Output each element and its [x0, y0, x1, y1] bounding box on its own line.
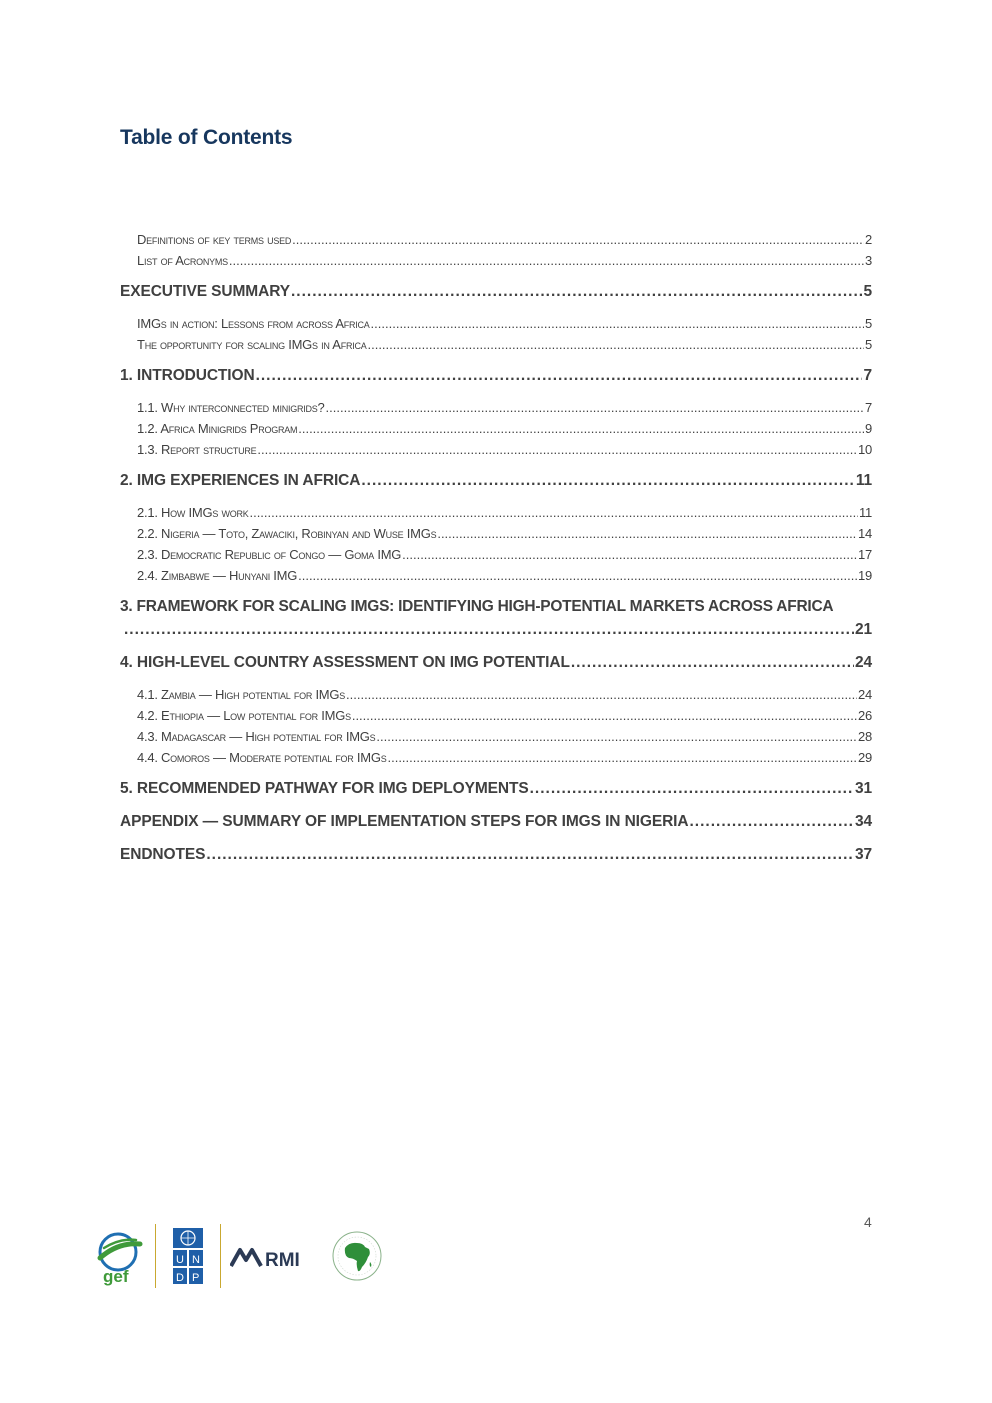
afdb-seal-logo	[331, 1230, 383, 1282]
dot-leader	[257, 439, 857, 460]
page-number: 4	[864, 1214, 872, 1230]
undp-emblem-icon	[173, 1228, 203, 1286]
toc-entry-page: 11	[859, 505, 872, 520]
toc-entry-1-2[interactable]	[120, 418, 872, 439]
dot-leader	[292, 229, 864, 250]
toc-entry-1-1[interactable]	[120, 397, 872, 418]
dot-leader	[530, 778, 854, 800]
toc-entry-imgs-in-action[interactable]	[120, 313, 872, 334]
toc-entry-appendix[interactable]	[120, 811, 872, 833]
dot-leader	[291, 281, 863, 303]
toc-entry-opportunity[interactable]	[120, 334, 872, 355]
toc-entry-label: IMGs in action: Lessons from across Africa	[137, 316, 370, 331]
toc-entry-label: 4.4. Comoros — Moderate potential for IMGs	[137, 750, 387, 765]
toc-entry-label: 3. FRAMEWORK FOR SCALING IMGS: IDENTIFYING HIGH-POTENTIAL MARKETS ACROSS AFRICA	[120, 598, 834, 615]
toc-entry-page: 31	[854, 780, 872, 797]
toc-entry-framework[interactable]	[120, 596, 872, 641]
dot-leader	[689, 811, 853, 833]
dot-leader	[298, 565, 857, 586]
toc-entry-page: 24	[858, 687, 872, 702]
toc-entry-1-3[interactable]	[120, 439, 872, 460]
dot-leader	[298, 418, 864, 439]
gef-globe-icon	[96, 1228, 144, 1286]
undp-letter: N	[192, 1254, 200, 1266]
toc-entry-2-3[interactable]	[120, 544, 872, 565]
toc-entry-2-1[interactable]	[120, 502, 872, 523]
toc-entry-label: 4.2. Ethiopia — Low potential for IMGs	[137, 708, 351, 723]
toc-entry-label: Definitions of key terms used	[137, 232, 292, 247]
toc-entry-page: 5	[865, 316, 872, 331]
rmi-mark-icon	[230, 1244, 316, 1272]
dot-leader	[571, 652, 854, 674]
toc-entry-4-4[interactable]	[120, 747, 872, 768]
toc-entry-label: 2.3. Democratic Republic of Congo — Goma IMG	[137, 547, 402, 562]
toc-entry-label: List of Acronyms	[137, 253, 228, 268]
africa-map-icon	[331, 1230, 383, 1282]
dot-leader	[361, 470, 854, 492]
dot-leader	[352, 705, 857, 726]
toc-entry-page: 24	[854, 654, 872, 671]
undp-letter: D	[176, 1272, 184, 1284]
toc-entry-page: 7	[863, 367, 872, 384]
toc-entry-page: 3	[865, 253, 872, 268]
toc-entry-label: APPENDIX — SUMMARY OF IMPLEMENTATION STEPS FOR IMGS IN NIGERIA	[120, 813, 689, 830]
dot-leader	[367, 334, 864, 355]
dot-leader	[371, 313, 864, 334]
toc-entry-page: 5	[863, 283, 872, 300]
gef-logo	[96, 1228, 144, 1286]
toc-entry-label: ENDNOTES	[120, 846, 206, 863]
toc-entry-4-2[interactable]	[120, 705, 872, 726]
toc-entry-page: 2	[865, 232, 872, 247]
toc-entry-page: 19	[858, 568, 872, 583]
toc-entry-page: 7	[865, 400, 872, 415]
toc-entry-label: 5. RECOMMENDED PATHWAY FOR IMG DEPLOYMENTS	[120, 780, 529, 797]
page-title: Table of Contents	[120, 126, 293, 149]
toc-entry-label: EXECUTIVE SUMMARY	[120, 283, 290, 300]
toc-entry-page: 28	[858, 729, 872, 744]
dot-leader	[376, 726, 857, 747]
toc-entry-label: 4. HIGH-LEVEL COUNTRY ASSESSMENT ON IMG POTENTIAL	[120, 654, 570, 671]
undp-letter: P	[192, 1272, 200, 1284]
toc-entry-page: 10	[858, 442, 872, 457]
table-of-contents	[120, 229, 872, 866]
toc-entry-page: 21	[854, 621, 872, 638]
toc-entry-label: 1.2. Africa Minigrids Program	[137, 421, 298, 436]
rmi-logo	[230, 1244, 316, 1272]
toc-entry-recommended-pathway[interactable]	[120, 778, 872, 800]
toc-entry-country-assessment[interactable]	[120, 652, 872, 674]
toc-entry-label: 1. INTRODUCTION	[120, 367, 255, 384]
dot-leader	[387, 747, 857, 768]
toc-entry-label: 4.3. Madagascar — High potential for IMGs	[137, 729, 376, 744]
toc-entry-page: 17	[858, 547, 872, 562]
toc-entry-definitions[interactable]	[120, 229, 872, 250]
toc-entry-2-4[interactable]	[120, 565, 872, 586]
toc-entry-acronyms[interactable]	[120, 250, 872, 271]
dot-leader	[229, 250, 864, 271]
toc-entry-page: 11	[855, 472, 872, 489]
dot-leader	[402, 544, 857, 565]
toc-entry-img-experiences[interactable]	[120, 470, 872, 492]
undp-logo	[173, 1228, 203, 1286]
toc-entry-label: 1.1. Why interconnected minigrids?	[137, 400, 325, 415]
toc-entry-page: 29	[858, 750, 872, 765]
toc-entry-page: 9	[865, 421, 872, 436]
toc-entry-label: 2. IMG EXPERIENCES IN AFRICA	[120, 472, 361, 489]
logo-divider	[155, 1224, 156, 1288]
toc-entry-endnotes[interactable]	[120, 844, 872, 866]
toc-entry-page: 37	[854, 846, 872, 863]
toc-entry-executive-summary[interactable]	[120, 281, 872, 303]
dot-leader	[249, 502, 858, 523]
undp-letter: U	[176, 1254, 184, 1266]
toc-entry-label: 2.1. How IMGs work	[137, 505, 249, 520]
dot-leader	[124, 619, 854, 641]
toc-entry-2-2[interactable]	[120, 523, 872, 544]
toc-entry-label: The opportunity for scaling IMGs in Africa	[137, 337, 367, 352]
toc-entry-page: 34	[854, 813, 872, 830]
toc-entry-label: 2.2. Nigeria — Toto, Zawaciki, Robinyan and Wuse IMGs	[137, 526, 437, 541]
toc-entry-introduction[interactable]	[120, 365, 872, 387]
toc-entry-4-3[interactable]	[120, 726, 872, 747]
toc-entry-4-1[interactable]	[120, 684, 872, 705]
rmi-wordmark: RMI	[265, 1250, 300, 1271]
logo-divider	[220, 1224, 221, 1288]
gef-wordmark: gef	[103, 1267, 129, 1286]
toc-entry-page: 5	[865, 337, 872, 352]
dot-leader	[206, 844, 854, 866]
toc-entry-page: 14	[858, 526, 872, 541]
dot-leader	[326, 397, 864, 418]
toc-entry-label: 4.1. Zambia — High potential for IMGs	[137, 687, 346, 702]
toc-entry-label: 1.3. Report structure	[137, 442, 257, 457]
dot-leader	[256, 365, 863, 387]
toc-entry-label: 2.4. Zimbabwe — Hunyani IMG	[137, 568, 298, 583]
dot-leader	[346, 684, 857, 705]
dot-leader	[437, 523, 857, 544]
toc-entry-page: 26	[858, 708, 872, 723]
